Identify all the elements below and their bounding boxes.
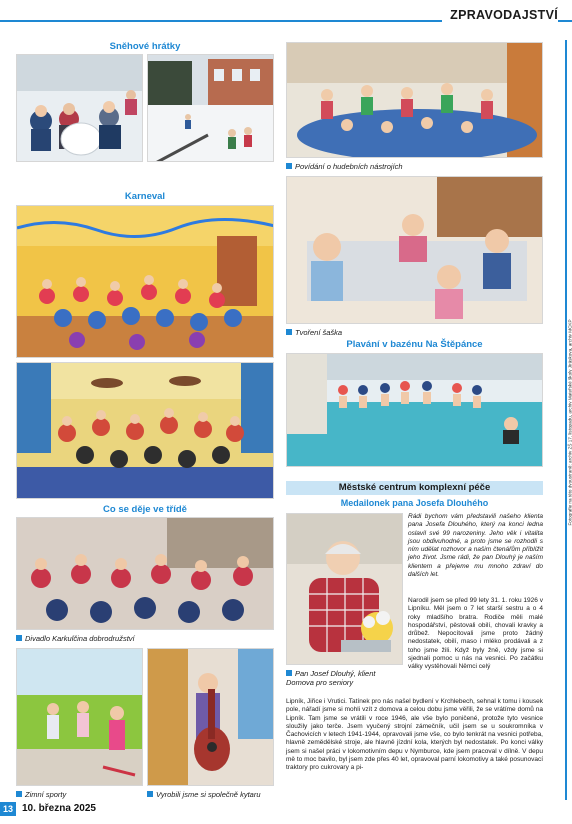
- photo-guitar: [147, 648, 274, 786]
- caption-theatre: Divadlo Karkulčina dobrodružství: [16, 634, 274, 643]
- caption-sports: Zimní sporty: [16, 790, 143, 799]
- photo-carnival: [16, 205, 274, 358]
- medallion-title: Medailonek pana Josefa Dlouhého: [340, 498, 489, 508]
- carnival-title: Karneval: [124, 191, 166, 202]
- photo-music: [286, 42, 543, 158]
- caption-music: Povídání o hudebních nástrojích: [286, 162, 543, 171]
- article-body-narrow: Narodil jsem se před 99 lety 31. 1. roku 1926 v Lipníku. Měl jsem o 7 let starší sestru a o 4 roky mladšího bratra. Rodiče měli malé hospodářství, pěstovali obilí, chovali kravky a drůbež. Nepocítovali jsme proto žádný nedostatek, obilí, maso i mléko prodávali a z toho jsme žili. Když byly žně, vždy jsme si sjednali pomoc u nás na vesnici. Po začátku války vystěhovali Němci celý: [408, 597, 543, 671]
- photo-class-group: [16, 362, 274, 499]
- photo-portrait: [286, 513, 403, 665]
- photo-snow-garden: [147, 54, 274, 162]
- photo-theatre: [16, 517, 274, 630]
- side-column: [562, 40, 572, 800]
- photo-swimming: [286, 353, 543, 467]
- section-title: ZPRAVODAJSTVÍ: [442, 8, 558, 22]
- page-footer: [0, 798, 572, 824]
- photo-snow-children: [16, 54, 143, 162]
- caption-jester: Tvoření šaška: [286, 328, 543, 337]
- photo-winter-sports: [16, 648, 143, 786]
- photo-jester: [286, 176, 543, 324]
- article-body-wide: Lipník, Jiřice i Vrutici. Tatínek pro nás našel bydlení v Krchlebech, sehnal k tomu i kousek pole, nářadí jsme si mohli vzít z domova a celou dobu jsme věřili, že se vrátíme domů na Lipník. Tam jsme se vrátili v roce 1946, ale vše bylo poničené, protože tyto vesnice sloužily jako terče. Jsem vyučený strojní zámečník, učil jsem se u soukromníka v Čachovicích v letech 1941-1944, opravovali jsme vše, co bylo tenkrát na vesnici potřeba, hlavně zemědělské stroje, ale hlavně jízdní kola, kterých byl nedostatek. Po konci války jsem si našel práci v lokomotivním depu v Nymburce, kde jsem pracoval v dílně. V depu mě to moc bavilo, byl jsem zde přes 40 let, opravoval parní lokomotivy a také posunovací traktory pro cukrovary a pi-: [286, 698, 543, 772]
- caption-guitar: Vyrobili jsme si společně kytaru: [147, 790, 275, 799]
- page-number: 13: [0, 802, 16, 816]
- caption-portrait: Pan Josef Dlouhý, klient Domova pro seniory: [286, 669, 404, 687]
- issue-date: 10. března 2025: [22, 803, 96, 814]
- article-intro: Rádi bychom vám představili našeho klienta pana Josefa Dlouhého, který na konci ledna oslavil své 99 narozeniny. Jeho věk i vitalita jsou obdivuhodné, a proto jsme se rozhodli s ním udělat rozhovor a našim čtenářům přiblížit jeho život. Jsme rádi, že pan Dlouhý je naším klientem a přejeme mu mnoho zdraví do dalších let.: [408, 513, 543, 579]
- class-title: Co se děje ve třídě: [103, 504, 187, 515]
- snow-title: Sněhové hrátky: [109, 41, 181, 52]
- centre-title: Městské centrum komplexní péče: [286, 481, 543, 495]
- photo-credit: Fotografie na této dvoustraně: archiv ZŠ 17. listopadu, archiv Mateřské školy Jiráskova, archiv MCKP: [567, 319, 572, 526]
- swim-title: Plavání v bazénu Na Štěpánce: [346, 339, 483, 350]
- page-header: [0, 0, 572, 40]
